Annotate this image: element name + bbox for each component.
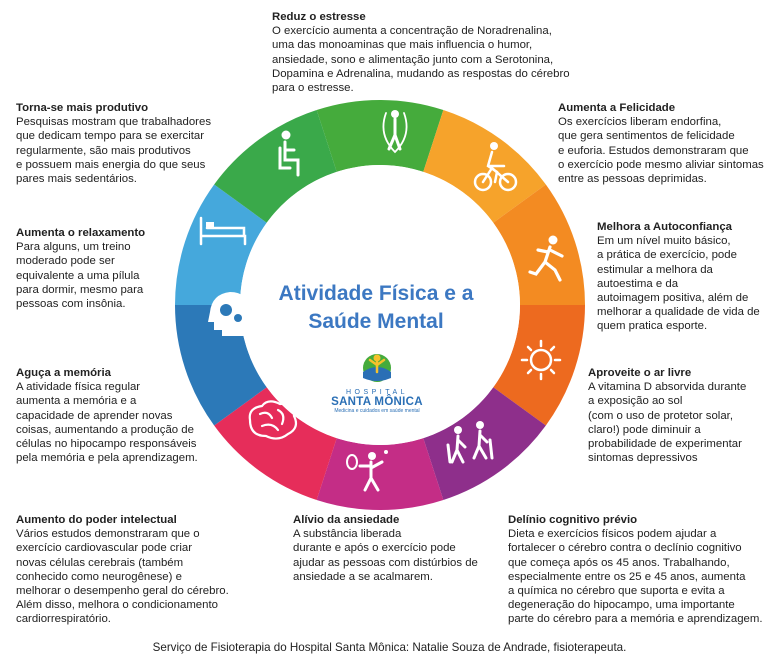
block-title: Aguça a memória (16, 367, 111, 379)
hospital-logo (322, 350, 432, 414)
block-ar-livre (588, 366, 773, 465)
footer-credit: Serviço de Fisioterapia do Hospital Santa Mônica: Natalie Souza de Andrade, fisioterapeuta. (152, 641, 627, 654)
block-title: Melhora a Autoconfiança (597, 221, 733, 233)
block-body: A substância liberada durante e após o exercício pode ajudar as pessoas com distúrbios de ansiedade a se acalmarem. (293, 528, 478, 583)
block-poder-intelectual (16, 513, 276, 627)
block-title: Delínio cognitivo prévio (508, 514, 638, 526)
logo-line1: HOSPITAL (345, 389, 409, 396)
block-body: Pesquisas mostram que trabalhadores que dedicam tempo para se exercitar regularmente, são mais produtivos e possuem mais energia do que seus pares mais sedentários. (16, 116, 212, 186)
center-title-line1: Atividade Física e a (278, 282, 474, 305)
block-aguca-memoria (16, 366, 216, 465)
block-autoconfianca (597, 220, 777, 334)
block-reduz-estresse (272, 10, 602, 95)
block-aumenta-felicidade (558, 101, 778, 186)
ring-segment-0 (317, 100, 444, 172)
block-title: Aproveite o ar livre (588, 367, 692, 379)
block-body: Para alguns, um treino moderado pode ser equivalente a uma pílula para dormir, mesmo para pessoas com insônia. (16, 241, 144, 311)
block-body: O exercício aumenta a concentração de Noradrenalina, uma das monoaminas que mais influencia o humor, ansiedade, sono e alimentação junto com a Serotonina, Dopamina e Adrenalina, mudando as respostas do cérebro para o estresse. (272, 25, 570, 95)
ring-segment-5 (317, 438, 444, 510)
block-body: A vitamina D absorvida durante a exposição ao sol (com o uso de protetor solar, claro!) pode diminuir a probabilidade de experimentar sintomas depressivos (588, 381, 747, 465)
block-title: Aumenta o relaxamento (16, 227, 146, 239)
block-title: Reduz o estresse (272, 11, 366, 23)
block-title: Aumenta a Felicidade (558, 102, 676, 114)
logo-figure-icon (322, 350, 432, 384)
block-declinio-cognitivo (508, 513, 778, 627)
block-alivio-ansiedade (293, 513, 503, 584)
block-body: Em um nível muito básico, a prática de exercício, pode estimular a melhora da autoestima e da autoimagem positiva, além de melhorar a qualidade de vida de quem pratica esporte. (597, 235, 760, 333)
block-title: Alívio da ansiedade (293, 514, 400, 526)
center-title-line2: Saúde Mental (308, 310, 444, 333)
block-body: A atividade física regular aumenta a memória e a capacidade de aprender novas coisas, aumentando a produção de células no hipocampo responsáveis pela memória e pela aprendizagem. (16, 381, 198, 465)
block-body: Dieta e exercícios físicos podem ajudar a fortalecer o cérebro contra o declínio cognitivo que começa após os 45 anos. Trabalhando, especialmente entre os 25 e 45 anos, aumenta a química no cérebro que suporta e evita a degeneração do hipocampo, uma importante parte do cérebro para a memória e aprendizagem. (508, 528, 763, 626)
block-body: Vários estudos demonstraram que o exercício cardiovascular pode criar novas células cerebrais (também conhecido como neurogênese) e melhorar o desempenho geral do cérebro. Além disso, melhora o condicionamento cardiorrespiratório. (16, 528, 229, 626)
logo-line3: Medicina e cuidados em saúde mental (334, 408, 420, 414)
block-body: Os exercícios liberam endorfina, que gera sentimentos de felicidade e euforia. Estudos demonstraram que o exercício pode mesmo aliviar sintomas entre as pessoas deprimidas. (558, 116, 764, 186)
block-title: Torna-se mais produtivo (16, 102, 149, 114)
block-title: Aumento do poder intelectual (16, 514, 177, 526)
block-produtivo (16, 101, 256, 186)
center-title (247, 280, 505, 336)
logo-line2: SANTA MÔNICA (331, 396, 423, 408)
block-relaxamento (16, 226, 186, 311)
